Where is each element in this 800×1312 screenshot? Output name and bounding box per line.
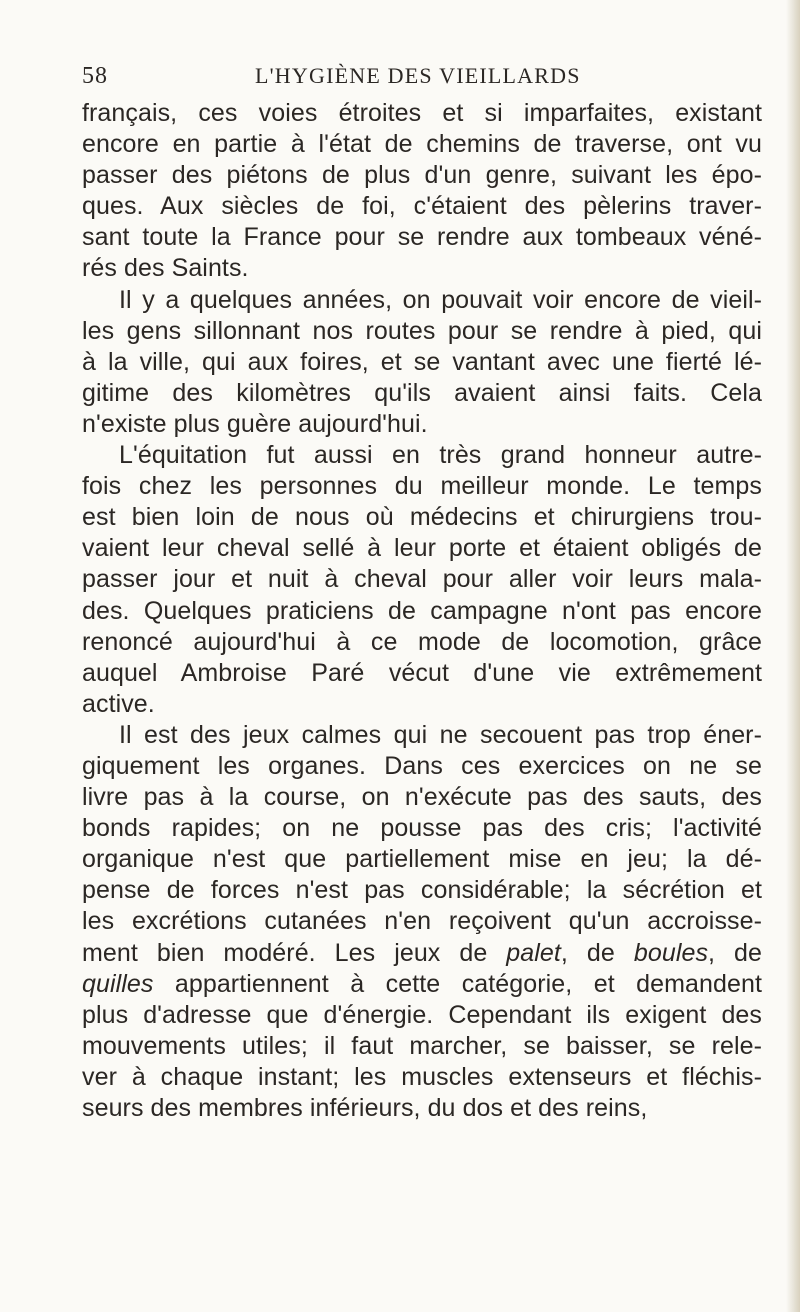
page-edge-shadow (786, 0, 800, 1312)
text-line: vaient leur cheval sellé à leur porte et étaient obligés de (82, 534, 762, 563)
text-line: des. Quelques praticiens de campagne n'ont pas encore (82, 596, 762, 625)
text-line: n'existe plus guère aujourd'hui. (82, 409, 428, 438)
text-fragment: , de (708, 938, 762, 967)
text-line: à la ville, qui aux foires, et se vantant avec une fierté lé- (82, 347, 762, 376)
text-line: gitime des kilomètres qu'ils avaient ainsi faits. Cela (82, 378, 762, 407)
italic-game-palet: palet (506, 938, 561, 967)
text-line: L'équitation fut aussi en très grand honneur autre- (119, 441, 762, 470)
paragraph (82, 285, 762, 440)
text-line: organique n'est que partiellement mise en jeu; la dé- (82, 845, 762, 874)
text-line: active. (82, 689, 155, 718)
paragraph (82, 720, 762, 1124)
text-line: les excrétions cutanées n'en reçoivent qu'un accroisse- (82, 907, 762, 936)
text-fragment: ment bien modéré. Les jeux de (82, 938, 507, 967)
text-line: mouvements utiles; il faut marcher, se baisser, se rele- (82, 1031, 762, 1060)
text-line: seurs des membres inférieurs, du dos et des reins, (82, 1094, 648, 1122)
text-line: les gens sillonnant nos routes pour se rendre à pied, qui (82, 316, 762, 345)
text-line: fois chez les personnes du meilleur monde. Le temps (82, 472, 762, 501)
text-line: renoncé aujourd'hui à ce mode de locomotion, grâce (82, 627, 762, 656)
text-line: giquement les organes. Dans ces exercices on ne se (82, 751, 762, 780)
paragraph (82, 440, 762, 720)
page-number: 58 (82, 63, 108, 89)
text-fragment: , de (560, 938, 634, 967)
text-line: pense de forces n'est pas considérable; la sécrétion et (82, 876, 762, 905)
text-line-with-italic-game-name (82, 969, 762, 1000)
paragraph (82, 98, 762, 285)
text-line: encore en partie à l'état de chemins de traverse, ont vu (82, 130, 762, 159)
text-line: rés des Saints. (82, 254, 249, 283)
text-line: passer jour et nuit à cheval pour aller voir leurs mala- (82, 565, 762, 594)
body-text (82, 98, 762, 1124)
text-fragment: appartiennent à cette catégorie, et demandent (153, 969, 762, 998)
text-line: passer des piétons de plus d'un genre, suivant les épo- (82, 161, 762, 190)
italic-game-boules: boules (633, 938, 709, 967)
text-line: français, ces voies étroites et si imparfaites, existant (82, 99, 762, 127)
text-line: livre pas à la course, on n'exécute pas des sauts, des (82, 783, 762, 812)
text-line: ques. Aux siècles de foi, c'étaient des pèlerins traver- (82, 192, 762, 221)
text-line: sant toute la France pour se rendre aux tombeaux véné- (82, 223, 762, 252)
text-line: Il est des jeux calmes qui ne secouent pas trop éner- (119, 720, 762, 749)
text-line: bonds rapides; on ne pousse pas des cris; l'activité (82, 814, 762, 843)
page-header (82, 56, 722, 96)
text-line: Il y a quelques années, on pouvait voir encore de vieil- (119, 285, 762, 314)
running-title: L'HYGIÈNE DES VIEILLARDS (255, 63, 581, 88)
italic-game-quilles: quilles (82, 969, 154, 998)
text-line: est bien loin de nous où médecins et chirurgiens trou- (82, 503, 762, 532)
text-line: plus d'adresse que d'énergie. Cependant ils exigent des (82, 1000, 762, 1029)
text-line: ver à chaque instant; les muscles extenseurs et fléchis- (82, 1062, 762, 1091)
text-line-with-italic-game-names (82, 938, 762, 969)
text-line: auquel Ambroise Paré vécut d'une vie extrêmement (82, 658, 762, 687)
